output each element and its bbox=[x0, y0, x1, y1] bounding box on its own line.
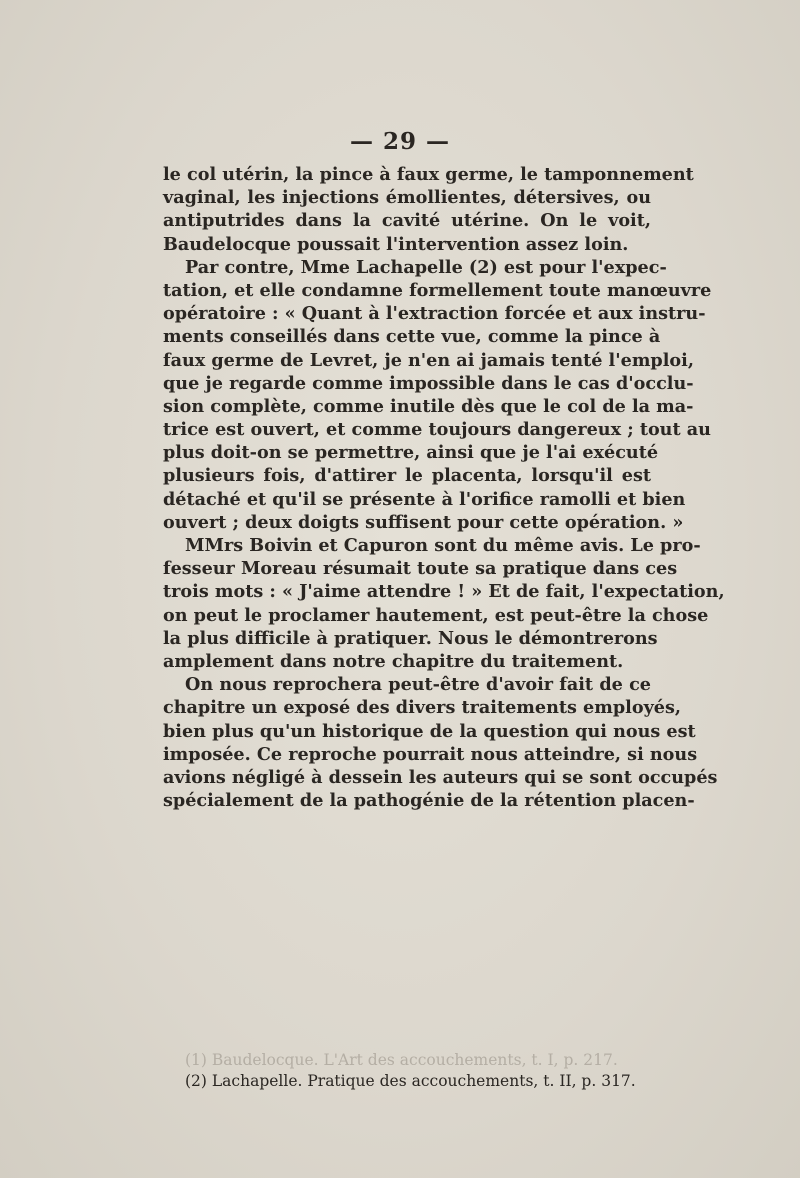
text-line: spécialement de la pathogénie de la rétention placen- bbox=[163, 790, 695, 812]
page-number: — 29 — bbox=[349, 128, 451, 155]
text-line: trois mots : « J'aime attendre ! » Et de fait, l'expectation, bbox=[163, 581, 725, 603]
text-line: vaginal, les injections émollientes, détersives, ou bbox=[163, 187, 651, 209]
text-line: On nous reprochera peut-être d'avoir fait de ce bbox=[185, 674, 651, 696]
text-line: on peut le proclamer hautement, est peut-être la chose bbox=[163, 604, 709, 626]
text-line: Baudelocque poussait l'intervention assez loin. bbox=[163, 233, 629, 255]
text-line: tation, et elle condamne formellement toute manœuvre bbox=[163, 279, 712, 301]
text-line: Par contre, Mme Lachapelle (2) est pour l'expec- bbox=[185, 256, 667, 278]
footnote: (2) Lachapelle. Pratique des accouchements, t. II, p. 317. bbox=[185, 1072, 636, 1090]
text-line: opératoire : « Quant à l'extraction forcée et aux instru- bbox=[163, 303, 706, 325]
text-line: plus doit-on se permettre, ainsi que je l'ai exécuté bbox=[163, 442, 659, 464]
text-line: amplement dans notre chapitre du traitement. bbox=[163, 650, 624, 672]
text-line: plusieurs fois, d'attirer le placenta, lorsqu'il est bbox=[163, 465, 651, 487]
text-line: antiputrides dans la cavité utérine. On le voit, bbox=[163, 210, 651, 232]
text-line: bien plus qu'un historique de la question qui nous est bbox=[163, 720, 696, 742]
text-line: avions négligé à dessein les auteurs qui se sont occupés bbox=[163, 766, 718, 788]
footnotes bbox=[163, 1050, 651, 1092]
text-line: chapitre un exposé des divers traitements employés, bbox=[163, 697, 682, 719]
text-line: sion complète, comme inutile dès que le col de la ma- bbox=[163, 395, 694, 417]
text-line: la plus difficile à pratiquer. Nous le démontrerons bbox=[163, 627, 658, 649]
body-text bbox=[163, 163, 725, 812]
text-line: ments conseillés dans cette vue, comme la pince à bbox=[163, 326, 661, 348]
text-line: fesseur Moreau résumait toute sa pratique dans ces bbox=[163, 558, 678, 580]
text-line: le col utérin, la pince à faux germe, le tamponnement bbox=[163, 164, 694, 185]
text-line: faux germe de Levret, je n'en ai jamais tenté l'emploi, bbox=[163, 349, 694, 371]
text-line: détaché et qu'il se présente à l'orifice ramolli et bien bbox=[163, 488, 686, 510]
text-line: que je regarde comme impossible dans le cas d'occlu- bbox=[163, 372, 694, 394]
text-line: trice est ouvert, et comme toujours dangereux ; tout au bbox=[163, 419, 711, 441]
footnote: (1) Baudelocque. L'Art des accouchements, t. I, p. 217. bbox=[185, 1051, 618, 1069]
text-line: imposée. Ce reproche pourrait nous atteindre, si nous bbox=[163, 743, 698, 765]
text-line: MMrs Boivin et Capuron sont du même avis. Le pro- bbox=[185, 535, 701, 556]
text-line: ouvert ; deux doigts suffisent pour cette opération. » bbox=[163, 511, 684, 533]
